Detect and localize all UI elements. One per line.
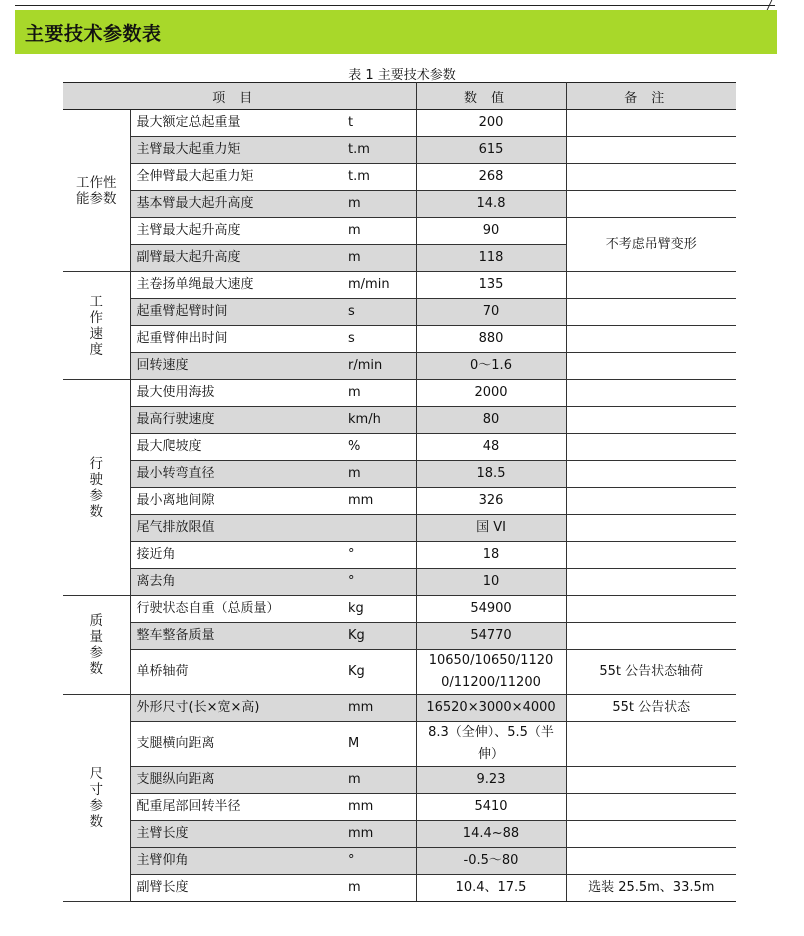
- row-item: 起重臂起臂时间: [130, 299, 342, 326]
- row-item: 最大使用海拔: [130, 380, 342, 407]
- row-unit: m: [342, 218, 416, 245]
- row-unit: t.m: [342, 164, 416, 191]
- row-unit: m: [342, 380, 416, 407]
- table-row: [63, 767, 736, 794]
- row-unit: mm: [342, 794, 416, 821]
- row-unit: m: [342, 461, 416, 488]
- row-unit: °: [342, 569, 416, 596]
- spec-table: [63, 82, 736, 902]
- section-title: 主要技术参数表: [25, 23, 162, 45]
- row-value: 326: [416, 488, 566, 515]
- table-row: [63, 380, 736, 407]
- table-row: [63, 794, 736, 821]
- table-row: [63, 623, 736, 650]
- row-item: 最小离地间隙: [130, 488, 342, 515]
- row-value: 16520×3000×4000: [416, 695, 566, 722]
- row-unit: °: [342, 848, 416, 875]
- row-remark: [566, 353, 736, 380]
- row-item: 基本臂最大起升高度: [130, 191, 342, 218]
- row-remark: [566, 821, 736, 848]
- row-unit: kg: [342, 596, 416, 623]
- row-remark: [566, 596, 736, 623]
- row-remark: [566, 767, 736, 794]
- group-label: 行驶参数: [63, 380, 130, 596]
- table-header-row: [63, 83, 736, 110]
- row-item: 起重臂伸出时间: [130, 326, 342, 353]
- table-row: [63, 326, 736, 353]
- header-item: 项目: [63, 83, 416, 110]
- row-unit: m: [342, 767, 416, 794]
- row-value: 118: [416, 245, 566, 272]
- row-remark: [566, 515, 736, 542]
- table-row: [63, 875, 736, 902]
- row-value: 135: [416, 272, 566, 299]
- table-row: [63, 434, 736, 461]
- group-label: 工作速度: [63, 272, 130, 380]
- row-remark: 选装 25.5m、33.5m: [566, 875, 736, 902]
- row-item: 整车整备质量: [130, 623, 342, 650]
- row-remark: [566, 434, 736, 461]
- row-item: 主臂最大起重力矩: [130, 137, 342, 164]
- row-unit: r/min: [342, 353, 416, 380]
- row-remark: [566, 272, 736, 299]
- row-remark: [566, 461, 736, 488]
- table-row: [63, 695, 736, 722]
- row-item: 最大额定总起重量: [130, 110, 342, 137]
- row-remark: [566, 794, 736, 821]
- row-unit: t.m: [342, 137, 416, 164]
- table-row: [63, 542, 736, 569]
- row-unit: mm: [342, 821, 416, 848]
- table-row: [63, 596, 736, 623]
- row-remark: [566, 407, 736, 434]
- table-row: [63, 164, 736, 191]
- group-label: 尺寸参数: [63, 695, 130, 902]
- table-row: [63, 353, 736, 380]
- row-value: 70: [416, 299, 566, 326]
- row-remark: [566, 380, 736, 407]
- row-remark: 55t 公告状态轴荷: [566, 650, 736, 695]
- row-item: 主臂长度: [130, 821, 342, 848]
- header-value: 数值: [416, 83, 566, 110]
- group-label: 工作性能参数: [63, 110, 130, 272]
- row-value: 268: [416, 164, 566, 191]
- row-unit: mm: [342, 488, 416, 515]
- row-value: 8.3（全伸）、5.5（半伸）: [416, 722, 566, 767]
- row-value: 90: [416, 218, 566, 245]
- section-banner: [15, 10, 777, 54]
- table-row: [63, 515, 736, 542]
- row-value: 54900: [416, 596, 566, 623]
- row-unit: t: [342, 110, 416, 137]
- row-value: 615: [416, 137, 566, 164]
- row-remark: [566, 848, 736, 875]
- row-remark: [566, 488, 736, 515]
- row-remark: [566, 569, 736, 596]
- row-item: 最大爬坡度: [130, 434, 342, 461]
- row-remark: 不考虑吊臂变形: [566, 218, 736, 272]
- row-remark: [566, 110, 736, 137]
- row-unit: km/h: [342, 407, 416, 434]
- row-item: 回转速度: [130, 353, 342, 380]
- row-item: 副臂长度: [130, 875, 342, 902]
- row-item: 主卷扬单绳最大速度: [130, 272, 342, 299]
- group-label: 质量参数: [63, 596, 130, 695]
- table-caption: 表 1 主要技术参数: [348, 68, 456, 83]
- row-item: 尾气排放限值: [130, 515, 342, 542]
- row-unit: s: [342, 326, 416, 353]
- row-item: 支腿纵向距离: [130, 767, 342, 794]
- table-row: [63, 821, 736, 848]
- table-row: [63, 650, 736, 695]
- header-rule: [15, 5, 775, 6]
- row-item: 支腿横向距离: [130, 722, 342, 767]
- row-unit: mm: [342, 695, 416, 722]
- row-item: 副臂最大起升高度: [130, 245, 342, 272]
- row-unit: °: [342, 542, 416, 569]
- row-value: 9.23: [416, 767, 566, 794]
- row-value: 5410: [416, 794, 566, 821]
- table-row: [63, 848, 736, 875]
- row-value: 10650/10650/11200/11200/11200: [416, 650, 566, 695]
- row-item: 主臂最大起升高度: [130, 218, 342, 245]
- row-item: 全伸臂最大起重力矩: [130, 164, 342, 191]
- table-row: [63, 191, 736, 218]
- row-item: 外形尺寸(长×宽×高): [130, 695, 342, 722]
- table-row: [63, 488, 736, 515]
- row-value: 14.4~88: [416, 821, 566, 848]
- table-row: [63, 569, 736, 596]
- table-row: [63, 137, 736, 164]
- row-item: 最高行驶速度: [130, 407, 342, 434]
- row-value: 200: [416, 110, 566, 137]
- row-value: 2000: [416, 380, 566, 407]
- row-remark: [566, 299, 736, 326]
- row-item: 主臂仰角: [130, 848, 342, 875]
- row-value: 54770: [416, 623, 566, 650]
- row-value: 10.4、17.5: [416, 875, 566, 902]
- row-value: 国 VI: [416, 515, 566, 542]
- row-value: 18.5: [416, 461, 566, 488]
- row-item: 配重尾部回转半径: [130, 794, 342, 821]
- row-item: 离去角: [130, 569, 342, 596]
- row-value: -0.5～80: [416, 848, 566, 875]
- row-item: 接近角: [130, 542, 342, 569]
- row-remark: 55t 公告状态: [566, 695, 736, 722]
- row-unit: s: [342, 299, 416, 326]
- row-unit: M: [342, 722, 416, 767]
- table-row: [63, 461, 736, 488]
- table-row: [63, 218, 736, 245]
- row-remark: [566, 722, 736, 767]
- row-unit: m: [342, 245, 416, 272]
- row-value: 0～1.6: [416, 353, 566, 380]
- row-remark: [566, 623, 736, 650]
- header-mark: [759, 0, 773, 10]
- row-unit: m/min: [342, 272, 416, 299]
- row-value: 14.8: [416, 191, 566, 218]
- row-value: 48: [416, 434, 566, 461]
- row-unit: Kg: [342, 650, 416, 695]
- row-unit: m: [342, 875, 416, 902]
- table-row: [63, 110, 736, 137]
- table-row: [63, 272, 736, 299]
- row-value: 80: [416, 407, 566, 434]
- row-unit: %: [342, 434, 416, 461]
- row-remark: [566, 137, 736, 164]
- row-value: 10: [416, 569, 566, 596]
- table-row: [63, 407, 736, 434]
- table-row: [63, 299, 736, 326]
- row-unit: Kg: [342, 623, 416, 650]
- row-unit: [342, 515, 416, 542]
- header-remark: 备注: [566, 83, 736, 110]
- row-remark: [566, 542, 736, 569]
- row-value: 880: [416, 326, 566, 353]
- row-item: 行驶状态自重（总质量）: [130, 596, 342, 623]
- row-item: 单桥轴荷: [130, 650, 342, 695]
- row-remark: [566, 326, 736, 353]
- row-remark: [566, 191, 736, 218]
- row-unit: m: [342, 191, 416, 218]
- row-value: 18: [416, 542, 566, 569]
- row-item: 最小转弯直径: [130, 461, 342, 488]
- table-row: [63, 722, 736, 767]
- row-remark: [566, 164, 736, 191]
